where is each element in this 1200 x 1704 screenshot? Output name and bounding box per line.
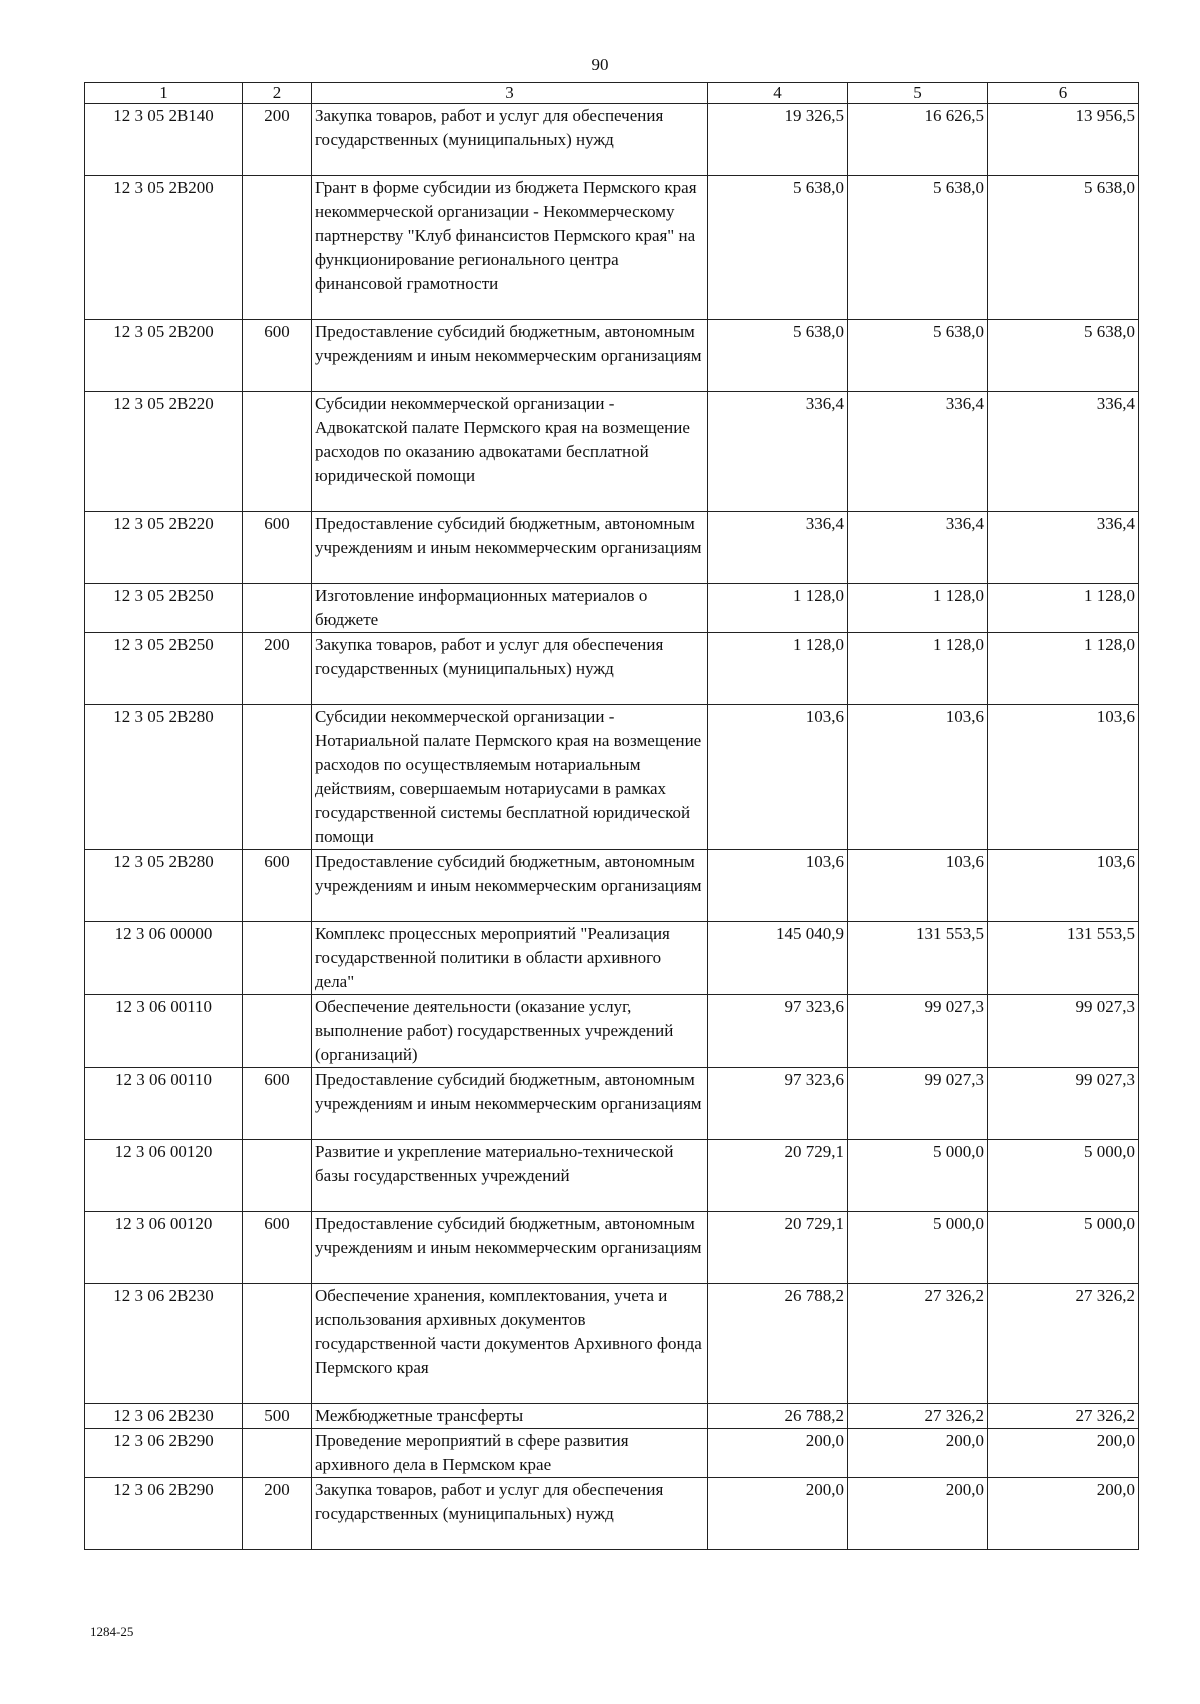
table-row <box>85 1284 1139 1404</box>
target-article-code: 12 3 05 2В280 <box>85 705 243 850</box>
amount-year-2: 131 553,5 <box>848 922 988 995</box>
target-article-code: 12 3 05 2В200 <box>85 176 243 320</box>
amount-year-1: 200,0 <box>708 1429 848 1478</box>
amount-year-2: 5 000,0 <box>848 1212 988 1284</box>
expense-type-code <box>243 1429 312 1478</box>
item-name: Комплекс процессных мероприятий "Реализация государственной политики в области архивного дела" <box>312 922 708 995</box>
expense-type-code <box>243 922 312 995</box>
table-row <box>85 176 1139 320</box>
table-row <box>85 922 1139 995</box>
table-header-row <box>85 83 1139 104</box>
amount-year-1: 26 788,2 <box>708 1404 848 1429</box>
item-name: Предоставление субсидий бюджетным, автономным учреждениям и иным некоммерческим организациям <box>312 1212 708 1284</box>
table-row <box>85 320 1139 392</box>
target-article-code: 12 3 05 2В200 <box>85 320 243 392</box>
amount-year-2: 27 326,2 <box>848 1404 988 1429</box>
expense-type-code <box>243 995 312 1068</box>
amount-year-1: 97 323,6 <box>708 995 848 1068</box>
table-row <box>85 1478 1139 1550</box>
amount-year-1: 26 788,2 <box>708 1284 848 1404</box>
item-name: Закупка товаров, работ и услуг для обеспечения государственных (муниципальных) нужд <box>312 633 708 705</box>
item-name: Обеспечение деятельности (оказание услуг, выполнение работ) государственных учреждений (организаций) <box>312 995 708 1068</box>
expense-type-code: 600 <box>243 320 312 392</box>
expense-type-code <box>243 176 312 320</box>
amount-year-2: 200,0 <box>848 1429 988 1478</box>
table-row <box>85 1212 1139 1284</box>
amount-year-2: 1 128,0 <box>848 633 988 705</box>
target-article-code: 12 3 06 00120 <box>85 1212 243 1284</box>
target-article-code: 12 3 06 2В230 <box>85 1284 243 1404</box>
column-header: 6 <box>988 83 1139 104</box>
expense-type-code: 500 <box>243 1404 312 1429</box>
table-row <box>85 850 1139 922</box>
amount-year-1: 145 040,9 <box>708 922 848 995</box>
amount-year-2: 5 638,0 <box>848 320 988 392</box>
expense-type-code: 200 <box>243 104 312 176</box>
table-row <box>85 705 1139 850</box>
amount-year-2: 27 326,2 <box>848 1284 988 1404</box>
amount-year-2: 16 626,5 <box>848 104 988 176</box>
target-article-code: 12 3 06 00000 <box>85 922 243 995</box>
item-name: Закупка товаров, работ и услуг для обеспечения государственных (муниципальных) нужд <box>312 104 708 176</box>
expense-type-code <box>243 584 312 633</box>
expense-type-code: 600 <box>243 850 312 922</box>
amount-year-3: 5 000,0 <box>988 1212 1139 1284</box>
amount-year-1: 5 638,0 <box>708 176 848 320</box>
item-name: Предоставление субсидий бюджетным, автономным учреждениям и иным некоммерческим организациям <box>312 320 708 392</box>
amount-year-2: 99 027,3 <box>848 1068 988 1140</box>
target-article-code: 12 3 06 00120 <box>85 1140 243 1212</box>
amount-year-2: 1 128,0 <box>848 584 988 633</box>
column-header: 1 <box>85 83 243 104</box>
table-row <box>85 392 1139 512</box>
budget-table <box>84 82 1139 1550</box>
amount-year-1: 200,0 <box>708 1478 848 1550</box>
amount-year-1: 20 729,1 <box>708 1212 848 1284</box>
target-article-code: 12 3 06 2В290 <box>85 1429 243 1478</box>
expense-type-code: 600 <box>243 512 312 584</box>
amount-year-1: 103,6 <box>708 850 848 922</box>
amount-year-3: 99 027,3 <box>988 995 1139 1068</box>
item-name: Грант в форме субсидии из бюджета Пермского края некоммерческой организации - Некоммерческому партнерству "Клуб финансистов Пермского края" на функционирование регионального центра финансовой грамотности <box>312 176 708 320</box>
item-name: Проведение мероприятий в сфере развития архивного дела в Пермском крае <box>312 1429 708 1478</box>
target-article-code: 12 3 05 2В250 <box>85 633 243 705</box>
amount-year-1: 20 729,1 <box>708 1140 848 1212</box>
expense-type-code <box>243 1284 312 1404</box>
target-article-code: 12 3 05 2В250 <box>85 584 243 633</box>
expense-type-code: 200 <box>243 1478 312 1550</box>
target-article-code: 12 3 06 2В290 <box>85 1478 243 1550</box>
amount-year-3: 200,0 <box>988 1478 1139 1550</box>
amount-year-1: 336,4 <box>708 392 848 512</box>
amount-year-3: 336,4 <box>988 512 1139 584</box>
table-row <box>85 104 1139 176</box>
column-header: 2 <box>243 83 312 104</box>
amount-year-3: 1 128,0 <box>988 633 1139 705</box>
item-name: Предоставление субсидий бюджетным, автономным учреждениям и иным некоммерческим организациям <box>312 850 708 922</box>
table-row <box>85 1429 1139 1478</box>
item-name: Изготовление информационных материалов о бюджете <box>312 584 708 633</box>
table-row <box>85 633 1139 705</box>
amount-year-3: 103,6 <box>988 705 1139 850</box>
amount-year-1: 5 638,0 <box>708 320 848 392</box>
page-number: 90 <box>591 55 609 74</box>
table-row <box>85 1404 1139 1429</box>
amount-year-1: 336,4 <box>708 512 848 584</box>
amount-year-2: 336,4 <box>848 392 988 512</box>
amount-year-2: 5 638,0 <box>848 176 988 320</box>
target-article-code: 12 3 05 2В140 <box>85 104 243 176</box>
amount-year-2: 103,6 <box>848 850 988 922</box>
item-name: Субсидии некоммерческой организации - Нотариальной палате Пермского края на возмещение расходов по осуществляемым нотариальным действиям, совершаемым нотариусами в рамках государственной системы бесплатной юридической помощи <box>312 705 708 850</box>
target-article-code: 12 3 06 00110 <box>85 1068 243 1140</box>
item-name: Развитие и укрепление материально-технической базы государственных учреждений <box>312 1140 708 1212</box>
expense-type-code <box>243 705 312 850</box>
table-row <box>85 584 1139 633</box>
expense-type-code: 200 <box>243 633 312 705</box>
target-article-code: 12 3 06 2В230 <box>85 1404 243 1429</box>
target-article-code: 12 3 05 2В220 <box>85 512 243 584</box>
amount-year-3: 27 326,2 <box>988 1404 1139 1429</box>
expense-type-code <box>243 392 312 512</box>
amount-year-1: 1 128,0 <box>708 584 848 633</box>
amount-year-3: 13 956,5 <box>988 104 1139 176</box>
item-name: Предоставление субсидий бюджетным, автономным учреждениям и иным некоммерческим организациям <box>312 1068 708 1140</box>
expense-type-code: 600 <box>243 1212 312 1284</box>
amount-year-3: 5 638,0 <box>988 176 1139 320</box>
target-article-code: 12 3 05 2В220 <box>85 392 243 512</box>
item-name: Предоставление субсидий бюджетным, автономным учреждениям и иным некоммерческим организациям <box>312 512 708 584</box>
amount-year-1: 103,6 <box>708 705 848 850</box>
amount-year-3: 131 553,5 <box>988 922 1139 995</box>
column-header: 5 <box>848 83 988 104</box>
amount-year-3: 99 027,3 <box>988 1068 1139 1140</box>
amount-year-2: 99 027,3 <box>848 995 988 1068</box>
amount-year-3: 1 128,0 <box>988 584 1139 633</box>
item-name: Закупка товаров, работ и услуг для обеспечения государственных (муниципальных) нужд <box>312 1478 708 1550</box>
target-article-code: 12 3 05 2В280 <box>85 850 243 922</box>
amount-year-2: 103,6 <box>848 705 988 850</box>
column-header: 3 <box>312 83 708 104</box>
item-name: Субсидии некоммерческой организации - Адвокатской палате Пермского края на возмещение расходов по оказанию адвокатами бесплатной юридической помощи <box>312 392 708 512</box>
amount-year-1: 1 128,0 <box>708 633 848 705</box>
amount-year-3: 5 000,0 <box>988 1140 1139 1212</box>
expense-type-code: 600 <box>243 1068 312 1140</box>
amount-year-3: 200,0 <box>988 1429 1139 1478</box>
table-row <box>85 1140 1139 1212</box>
amount-year-3: 27 326,2 <box>988 1284 1139 1404</box>
amount-year-3: 336,4 <box>988 392 1139 512</box>
amount-year-1: 19 326,5 <box>708 104 848 176</box>
amount-year-2: 336,4 <box>848 512 988 584</box>
item-name: Обеспечение хранения, комплектования, учета и использования архивных документов государственной части документов Архивного фонда Пермского края <box>312 1284 708 1404</box>
table-row <box>85 1068 1139 1140</box>
amount-year-1: 97 323,6 <box>708 1068 848 1140</box>
column-header: 4 <box>708 83 848 104</box>
expense-type-code <box>243 1140 312 1212</box>
amount-year-2: 200,0 <box>848 1478 988 1550</box>
document-registration-code: 1284-25 <box>90 1624 134 1639</box>
amount-year-2: 5 000,0 <box>848 1140 988 1212</box>
target-article-code: 12 3 06 00110 <box>85 995 243 1068</box>
table-row <box>85 512 1139 584</box>
amount-year-3: 5 638,0 <box>988 320 1139 392</box>
item-name: Межбюджетные трансферты <box>312 1404 708 1429</box>
table-row <box>85 995 1139 1068</box>
amount-year-3: 103,6 <box>988 850 1139 922</box>
